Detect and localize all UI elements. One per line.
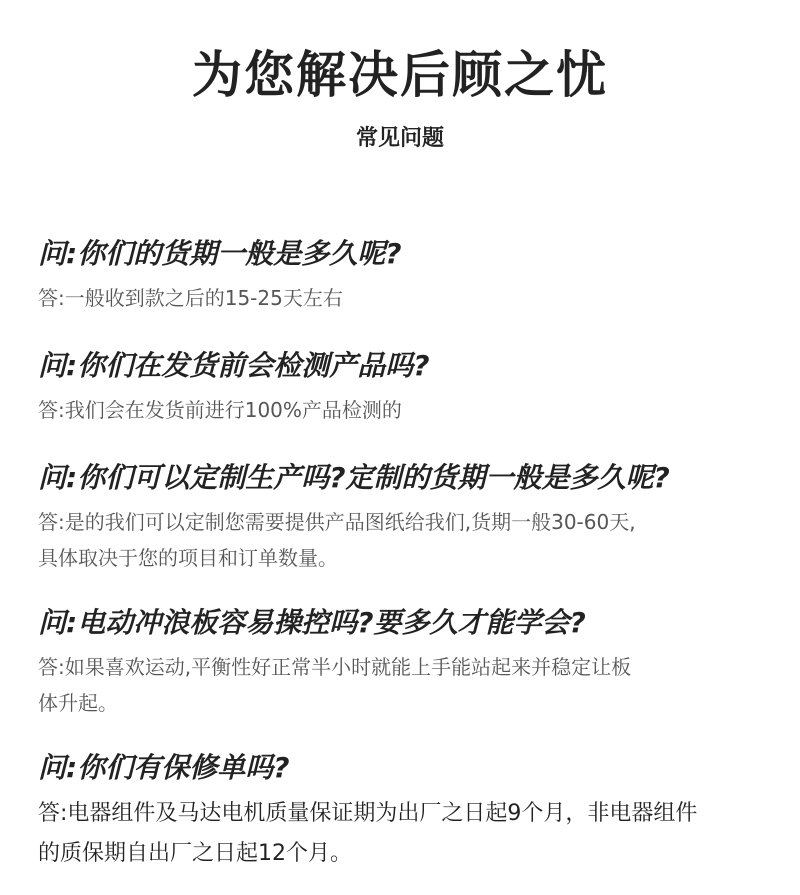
faq-answer-line: 答:如果喜欢运动,平衡性好正常半小时就能上手能站起来并稳定让板 [38, 655, 632, 679]
page-subtitle: 常见问题 [355, 126, 444, 151]
faq-item-learning [38, 605, 778, 721]
faq-answer-line: 答:是的我们可以定制您需要提供产品图纸给我们,货期一般30-60天, [38, 510, 636, 534]
faq-answer: 答:我们会在发货前进行100%产品检测的 [38, 398, 402, 422]
faq-answer [38, 649, 778, 721]
faq-question: 问:你们可以定制生产吗?定制的货期一般是多久呢? [38, 461, 670, 494]
faq-item-warranty [38, 750, 778, 874]
faq-item-inspection [38, 348, 778, 428]
faq-question: 问:你们有保修单吗? [38, 751, 290, 784]
faq-answer [38, 504, 778, 576]
faq-question: 问:电动冲浪板容易操控吗?要多久才能学会? [38, 606, 586, 639]
faq-answer: 答:一般收到款之后的15-25天左右 [38, 286, 343, 310]
faq-answer [38, 794, 778, 874]
faq-item-delivery-time [38, 236, 778, 316]
faq-answer-line: 的质保期自出厂之日起12个月。 [38, 841, 352, 866]
faq-answer-line: 体升起。 [38, 691, 118, 715]
faq-answer-line: 答:电器组件及马达电机质量保证期为出厂之日起9个月，非电器组件 [38, 801, 698, 826]
faq-item-customization [38, 460, 778, 576]
faq-question: 问:你们在发货前会检测产品吗? [38, 349, 430, 382]
faq-answer-line: 具体取决于您的项目和订单数量。 [38, 546, 338, 570]
faq-question: 问:你们的货期一般是多久呢? [38, 237, 402, 270]
page-title: 为您解决后顾之忧 [192, 46, 608, 104]
